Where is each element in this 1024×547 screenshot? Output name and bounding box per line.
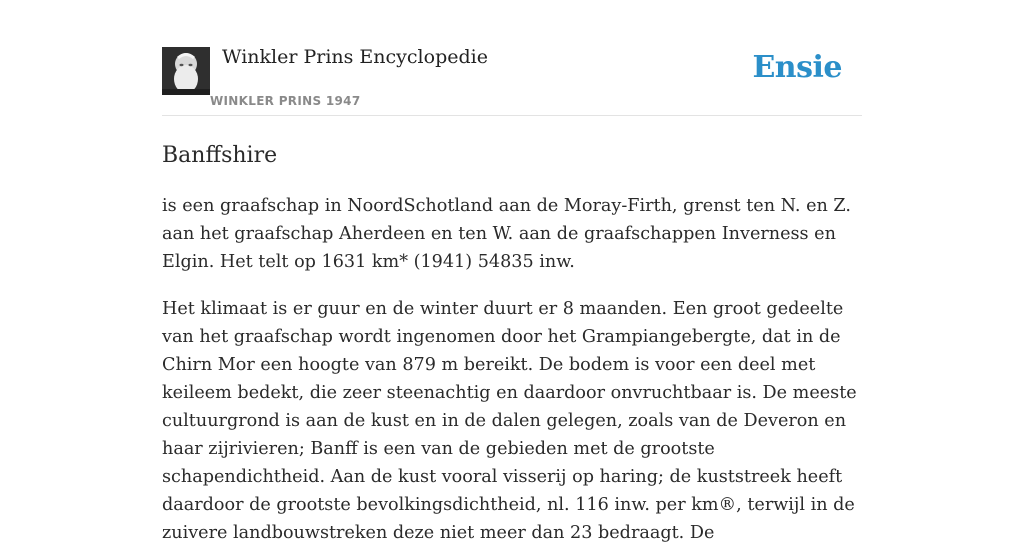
article bbox=[162, 142, 862, 547]
article-title: Banffshire bbox=[162, 143, 278, 168]
article-paragraph: Het klimaat is er guur en de winter duurt er 8 maanden. Een groot gedeelte van het graafschap wordt ingenomen door het Grampiangebergte, dat in de Chirn Mor een hoogte van 879 m bereikt. De bodem is voor een deel met keileem bedekt, die zeer steenachtig en daardoor onvruchtbaar is. De meeste cultuurgrond is aan de kust en in de dalen gelegen, zoals van de Deveron en haar zijrivieren; Banff is een van de gebieden met de grootste schapendichtheid. Aan de kust vooral visserij op haring; de kuststreek heeft daardoor de grootste bevolkingsdichtheid, nl. 116 inw. per km®, terwijl in de zuivere landbouwstreken deze niet meer dan 23 bedraagt. De bbox=[162, 299, 857, 543]
avatar[interactable] bbox=[162, 47, 210, 95]
page-container bbox=[162, 0, 862, 547]
publication-header bbox=[162, 0, 862, 116]
brand-logo[interactable]: Ensie bbox=[752, 50, 842, 85]
article-paragraph: is een graafschap in NoordSchotland aan de Moray-Firth, grenst ten N. en Z. aan het graafschap Aherdeen en ten W. aan de graafschappen Inverness en Elgin. Het telt op 1631 km* (1941) 54835 inw. bbox=[162, 196, 851, 272]
publication-subtitle: WINKLER PRINS 1947 bbox=[210, 94, 361, 108]
publication-title[interactable]: Winkler Prins Encyclopedie bbox=[222, 46, 488, 68]
author-portrait-icon bbox=[162, 47, 210, 95]
